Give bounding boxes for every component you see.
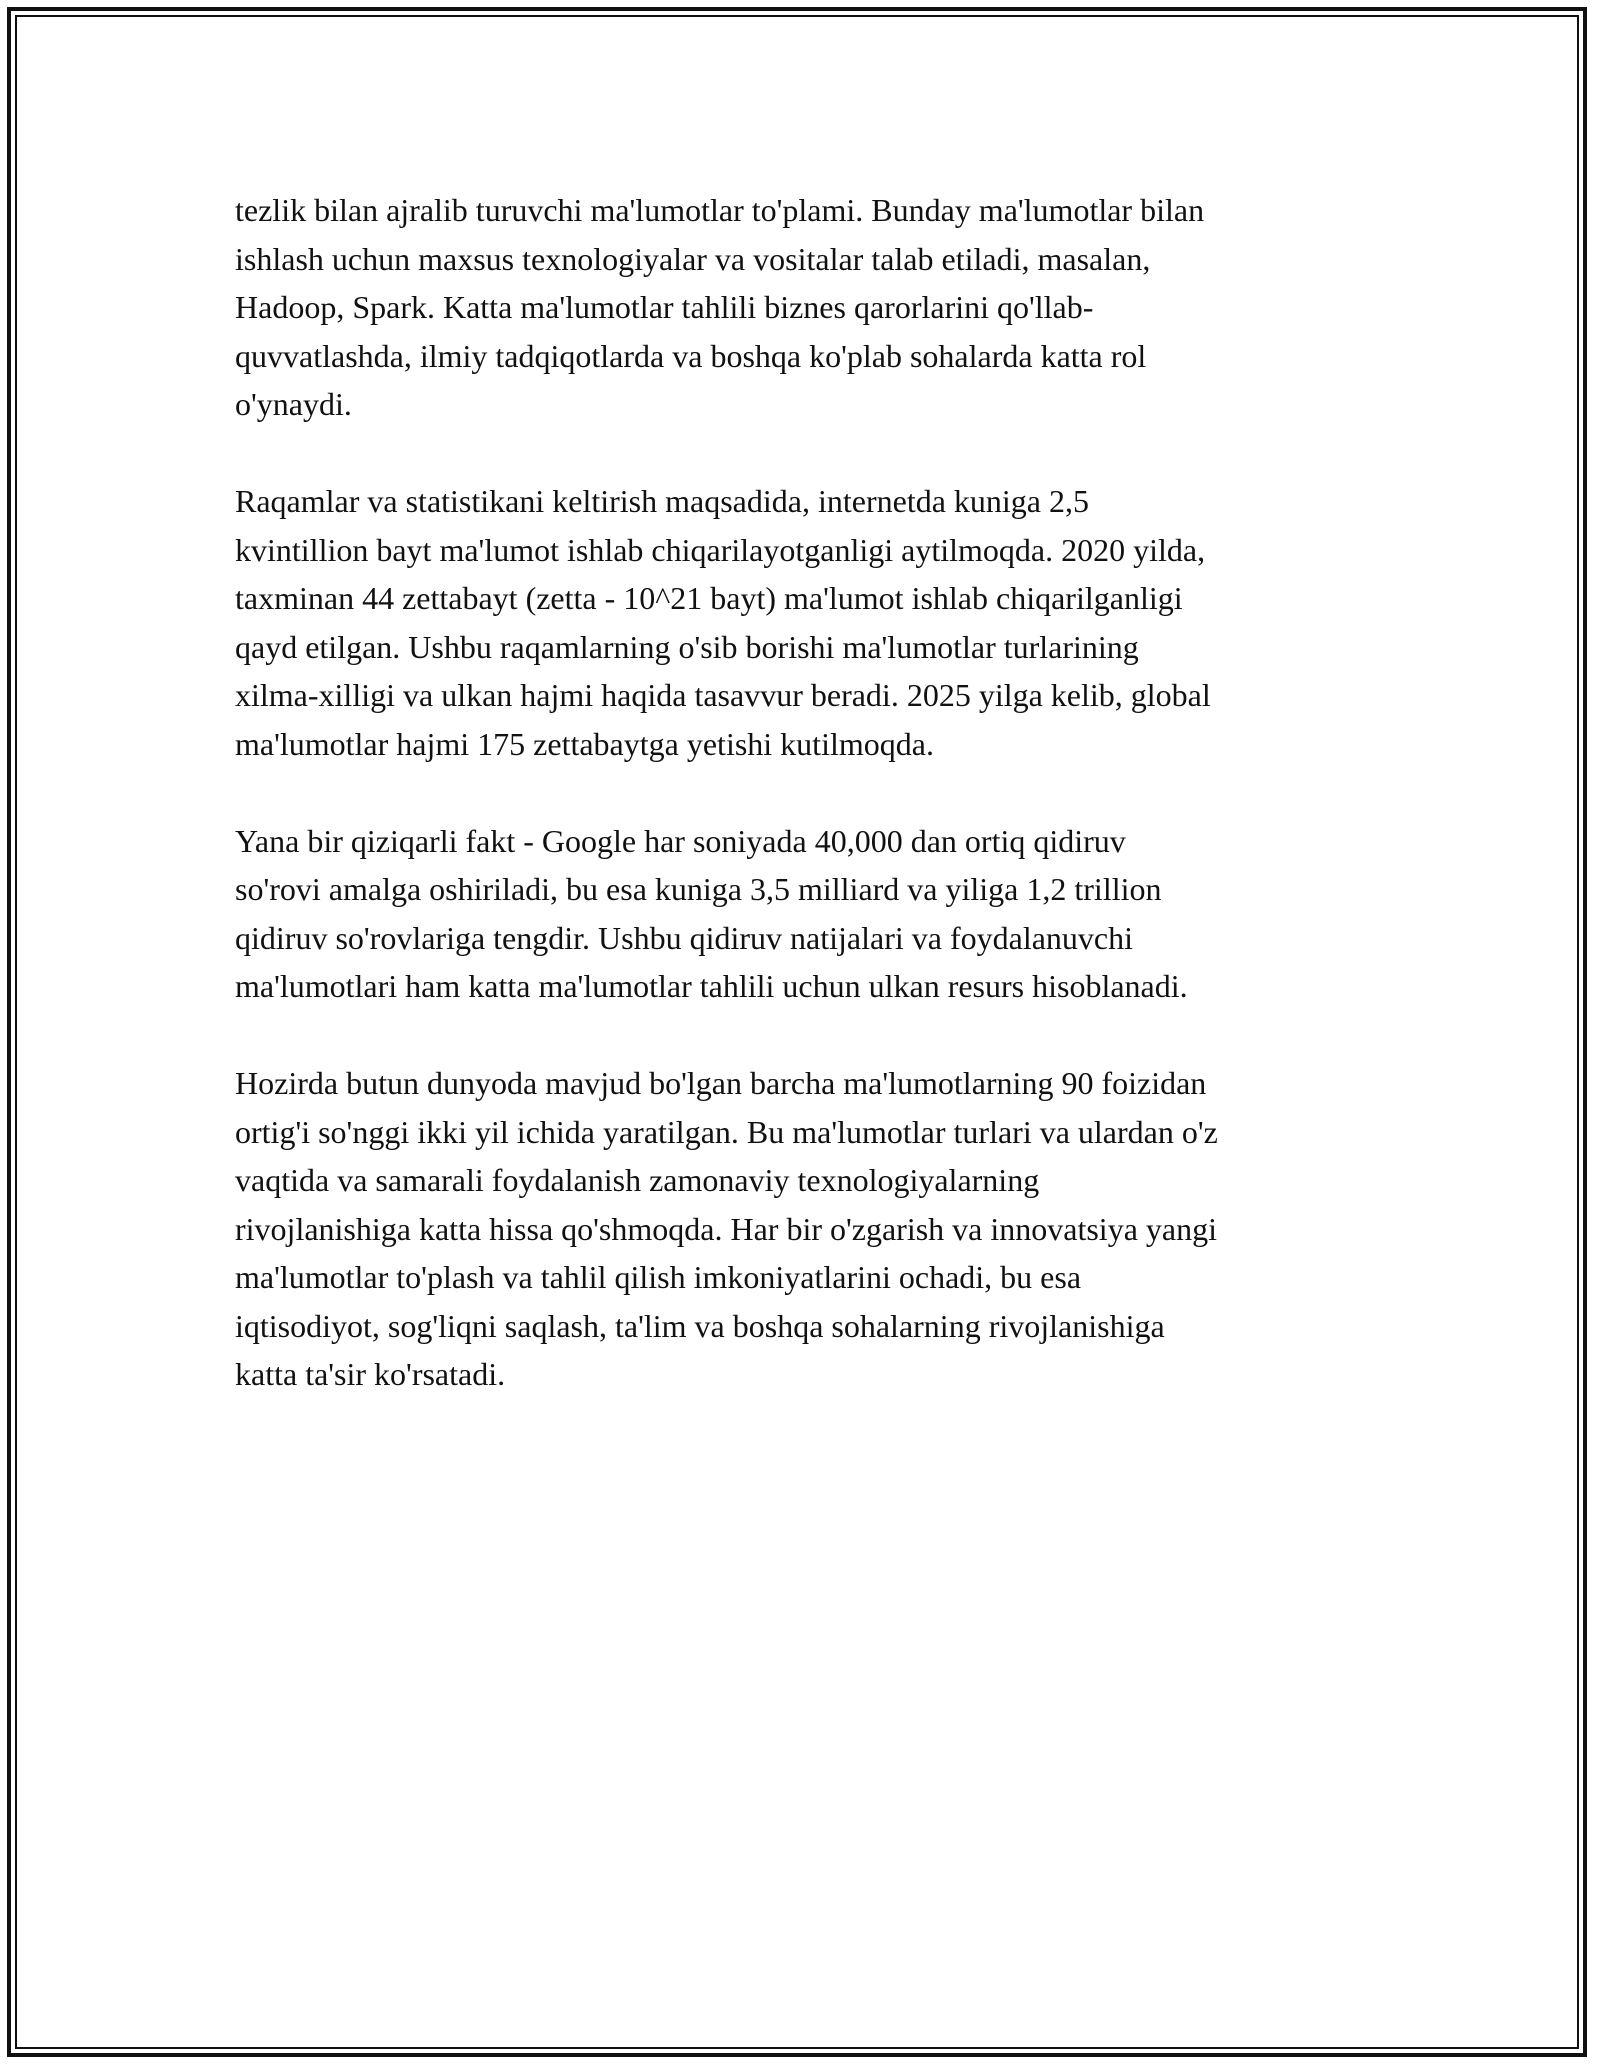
- text-line: xilma-xilligi va ulkan hajmi haqida tasavvur beradi. 2025 yilga kelib, global: [235, 677, 1211, 713]
- text-line: Hadoop, Spark. Katta ma'lumotlar tahlili biznes qarorlarini qo'llab-: [235, 289, 1094, 325]
- text-line: quvvatlashda, ilmiy tadqiqotlarda va boshqa ko'plab sohalarda katta rol: [235, 337, 1147, 374]
- paragraph-big-data-definition: [235, 186, 1380, 429]
- text-line: Yana bir qiziqarli fakt - Google har soniyada 40,000 dan ortiq qidiruv: [235, 822, 1126, 859]
- text-line: iqtisodiyot, sog'liqni saqlash, ta'lim va boshqa sohalarning rivojlanishiga: [235, 1307, 1165, 1344]
- text-line: rivojlanishiga katta hissa qo'shmoqda. Har bir o'zgarish va innovatsiya yangi: [235, 1210, 1217, 1247]
- text-line: ma'lumotlar hajmi 175 zettabaytga yetishi kutilmoqda.: [235, 725, 934, 762]
- document-body: [235, 186, 1380, 1447]
- text-line: ma'lumotlar to'plash va tahlil qilish imkoniyatlarini ochadi, bu esa: [235, 1259, 1082, 1295]
- paragraph-google-fact: [235, 817, 1380, 1011]
- text-line: qayd etilgan. Ushbu raqamlarning o'sib borishi ma'lumotlar turlarining: [235, 628, 1139, 665]
- text-line: tezlik bilan ajralib turuvchi ma'lumotlar to'plami. Bunday ma'lumotlar bilan: [235, 192, 1205, 228]
- text-line: ishlash uchun maxsus texnologiyalar va vositalar talab etiladi, masalan,: [235, 240, 1151, 277]
- text-line: Raqamlar va statistikani keltirish maqsadida, internetda kuniga 2,5: [235, 483, 1089, 519]
- paragraph-statistics: [235, 477, 1380, 768]
- text-line: ma'lumotlari ham katta ma'lumotlar tahlili uchun ulkan resurs hisoblanadi.: [235, 968, 1188, 1004]
- text-line: so'rovi amalga oshiriladi, bu esa kuniga 3,5 milliard va yiliga 1,2 trillion: [235, 871, 1162, 907]
- paragraph-data-growth: [235, 1059, 1380, 1399]
- text-line: kvintillion bayt ma'lumot ishlab chiqarilayotganligi aytilmoqda. 2020 yilda,: [235, 531, 1206, 568]
- text-line: qidiruv so'rovlariga tengdir. Ushbu qidiruv natijalari va foydalanuvchi: [235, 919, 1133, 956]
- text-line: o'ynaydi.: [235, 386, 352, 422]
- text-line: vaqtida va samarali foydalanish zamonaviy texnologiyalarning: [235, 1162, 1040, 1198]
- text-line: Hozirda butun dunyoda mavjud bo'lgan barcha ma'lumotlarning 90 foizidan: [235, 1065, 1207, 1101]
- text-line: ortig'i so'nggi ikki yil ichida yaratilgan. Bu ma'lumotlar turlari va ulardan o'z: [235, 1113, 1218, 1150]
- text-line: taxminan 44 zettabayt (zetta - 10^21 bayt) ma'lumot ishlab chiqarilganligi: [235, 580, 1183, 616]
- text-line: katta ta'sir ko'rsatadi.: [235, 1356, 506, 1392]
